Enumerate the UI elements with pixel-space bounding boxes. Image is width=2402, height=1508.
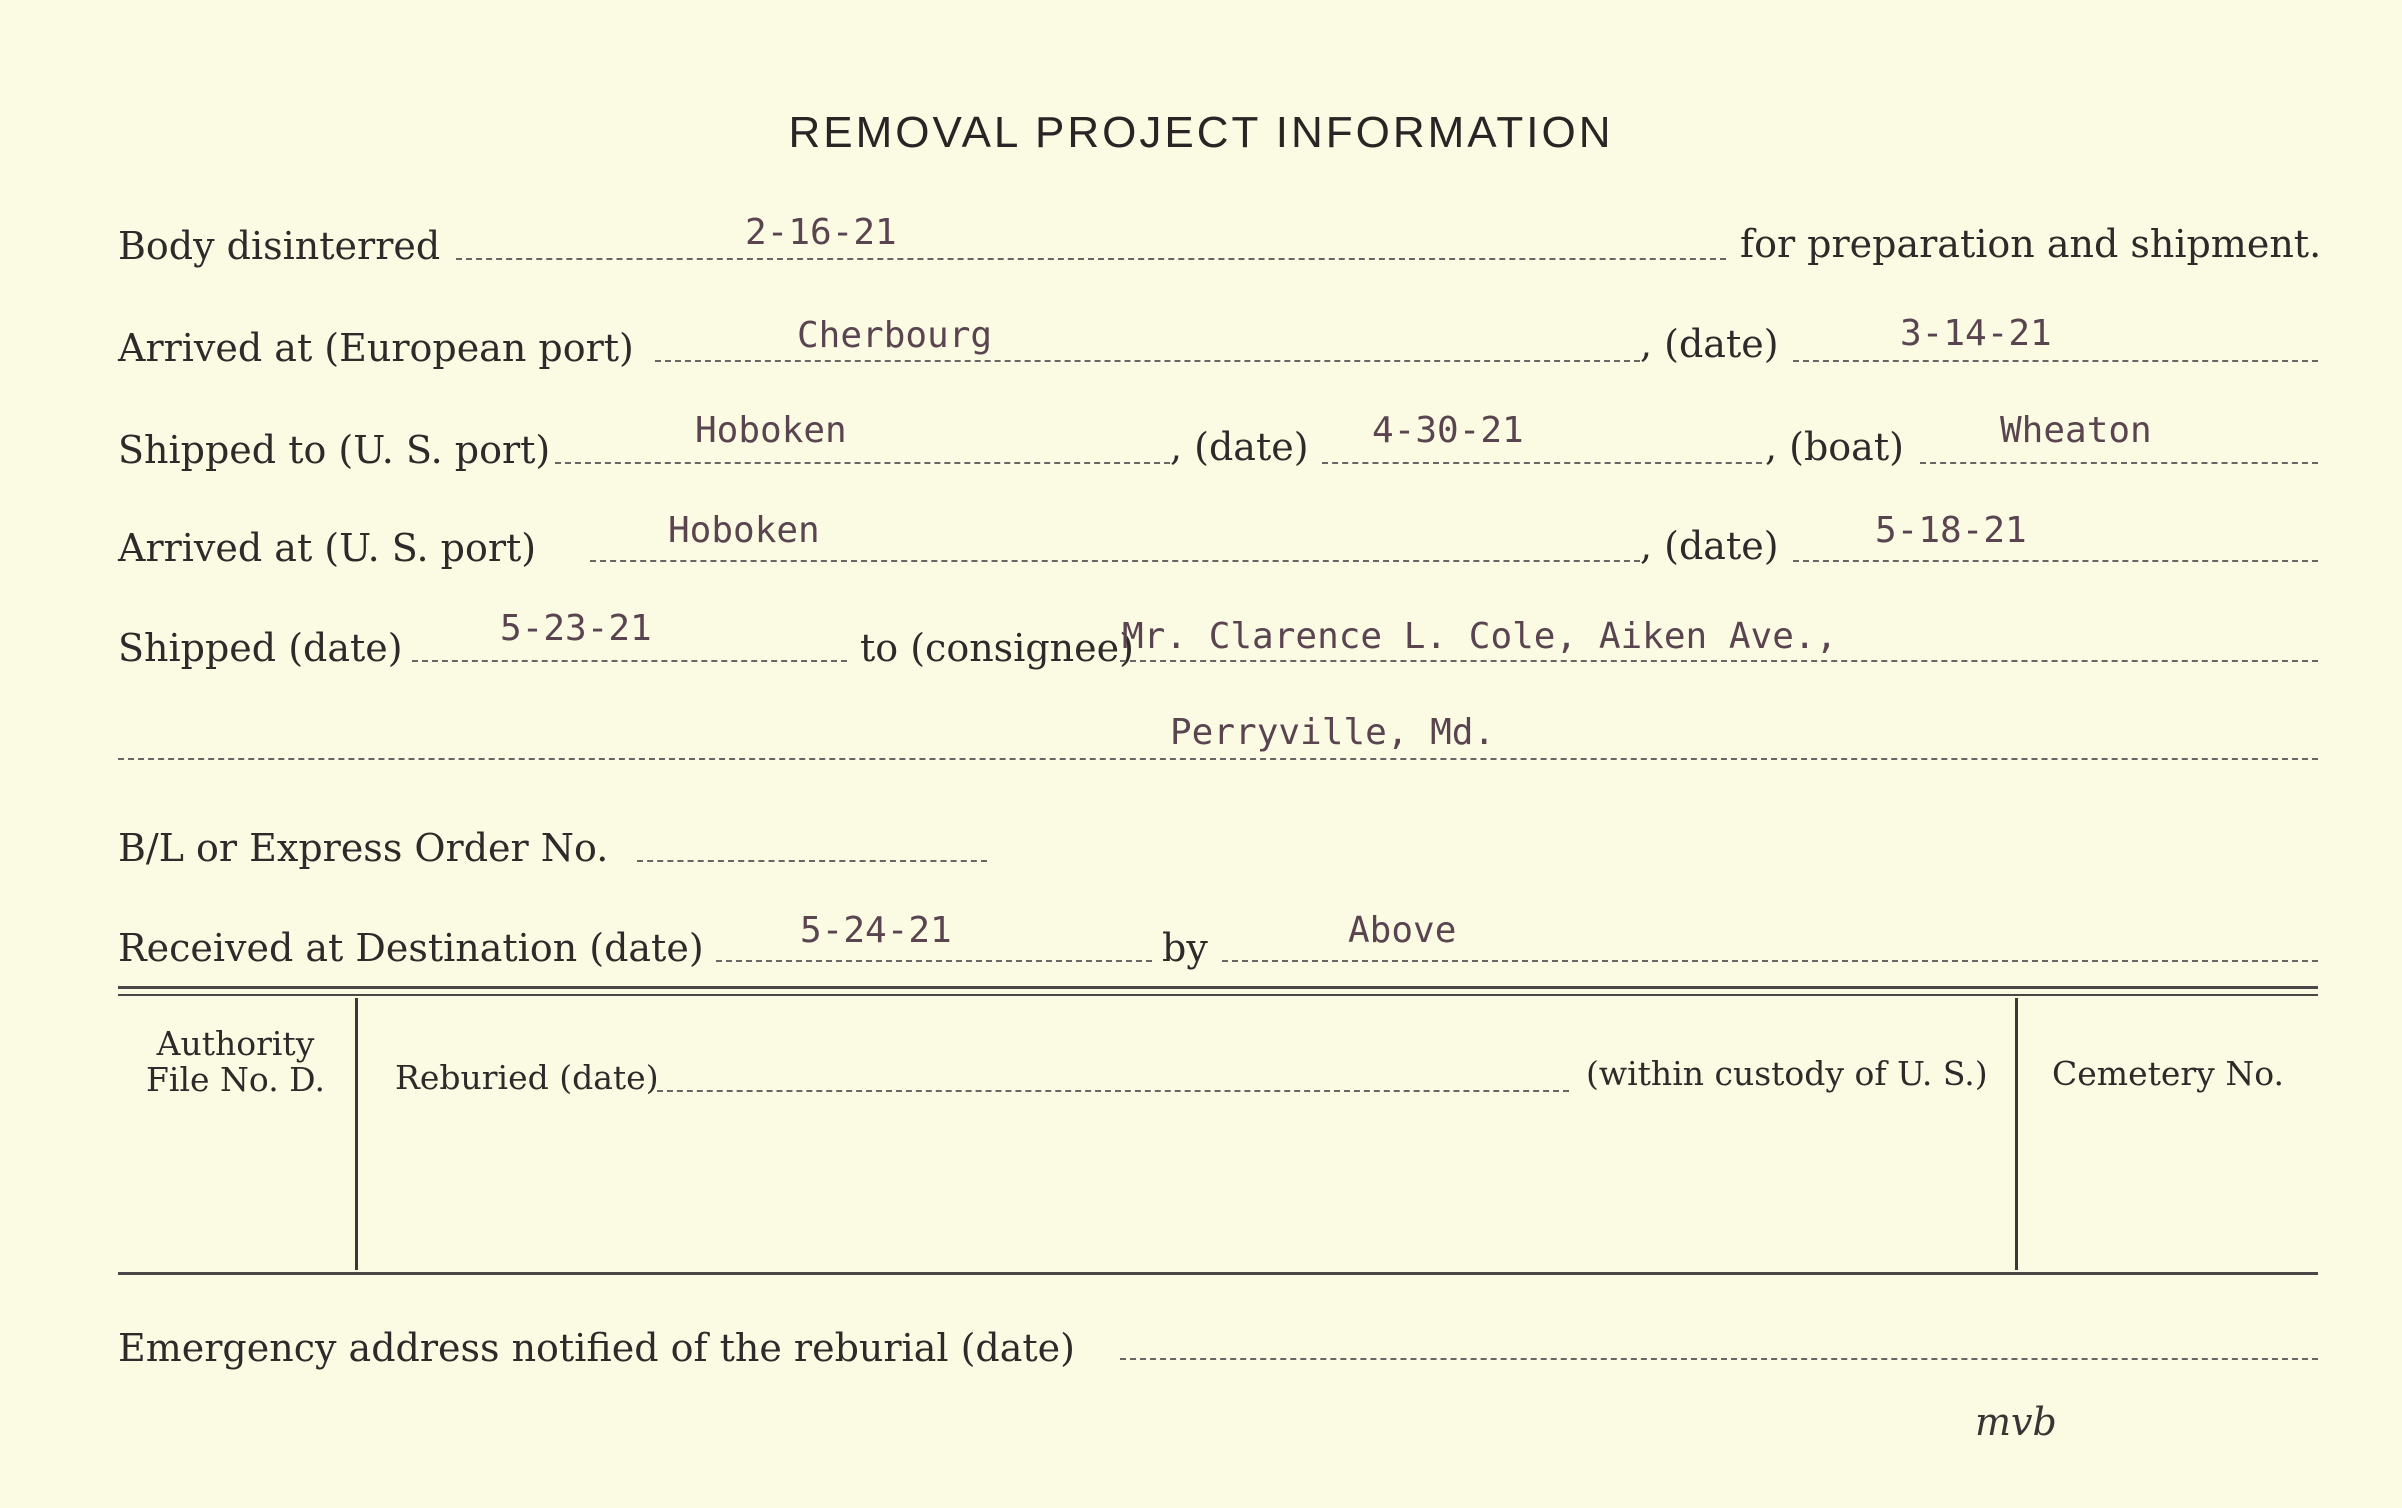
arrived-european-date: 3-14-21 [1900,313,2052,354]
arrived-european-port: Cherbourg [797,315,993,356]
shipped-date: 5-23-21 [500,608,652,649]
consignee-name-address: Mr. Clarence L. Cole, Aiken Ave., [1122,616,1838,657]
boat-label: , (boat) [1765,425,1904,469]
body-disinterred-label: Body disinterred [118,224,441,268]
arrived-us-date-line [1793,560,2318,562]
table-bottom-rule [118,1272,2318,1275]
file-no-label: File No. D. [146,1060,325,1099]
boat-name: Wheaton [2000,410,2152,451]
arrived-european-label: Arrived at (European port) [118,326,634,370]
body-disinterred-date: 2-16-21 [745,212,897,253]
received-by-line [1222,960,2318,962]
shipment-suffix-label: for preparation and shipment. [1740,222,2322,266]
arrived-us-port: Hoboken [668,510,820,551]
received-by-label: by [1162,926,1208,970]
double-rule-top [118,986,2318,989]
received-label: Received at Destination (date) [118,926,704,970]
authority-file-label [118,1026,353,1098]
boat-line [1920,462,2318,464]
received-by: Above [1348,910,1457,951]
consignee-label: to (consignee) [860,626,1134,670]
emergency-line [1120,1358,2318,1360]
shipped-us-date-label: , (date) [1170,425,1309,469]
received-date: 5-24-21 [800,910,952,951]
arrived-us-label: Arrived at (U. S. port) [118,526,537,570]
bl-label: B/L or Express Order No. [118,826,609,870]
table-divider-right [2015,998,2018,1270]
reburied-label: Reburied (date) [395,1058,659,1097]
reburied-line [657,1090,1569,1092]
cemetery-no-label: Cemetery No. [2052,1054,2284,1093]
arrived-european-port-line [655,360,1640,362]
arrived-european-date-line [1793,360,2318,362]
emergency-label: Emergency address notified of the reburial (date) [118,1326,1075,1370]
authority-label: Authority [156,1024,315,1063]
arrived-us-port-line [590,560,1640,562]
shipped-us-label: Shipped to (U. S. port) [118,428,551,472]
shipped-date-line [412,660,847,662]
card-title: REMOVAL PROJECT INFORMATION [788,108,1614,157]
arrived-us-date: 5-18-21 [1875,510,2027,551]
arrived-european-date-label: , (date) [1640,322,1779,366]
shipped-date-label: Shipped (date) [118,626,403,670]
received-date-line [716,960,1152,962]
bl-line [637,860,987,862]
shipped-us-date-line [1322,462,1762,464]
custody-label: (within custody of U. S.) [1586,1054,1988,1093]
shipped-us-port: Hoboken [695,410,847,451]
shipped-us-date: 4-30-21 [1372,410,1524,451]
table-divider-left [355,998,358,1270]
consignee-line-1 [1120,660,2318,662]
arrived-us-date-label: , (date) [1640,524,1779,568]
clerk-initials: mvb [1975,1400,2057,1444]
body-disinterred-line [456,258,1726,260]
consignee-line-2 [118,758,2318,760]
shipped-us-port-line [555,462,1170,464]
double-rule-bottom [118,994,2318,996]
consignee-city: Perryville, Md. [1170,712,1496,753]
